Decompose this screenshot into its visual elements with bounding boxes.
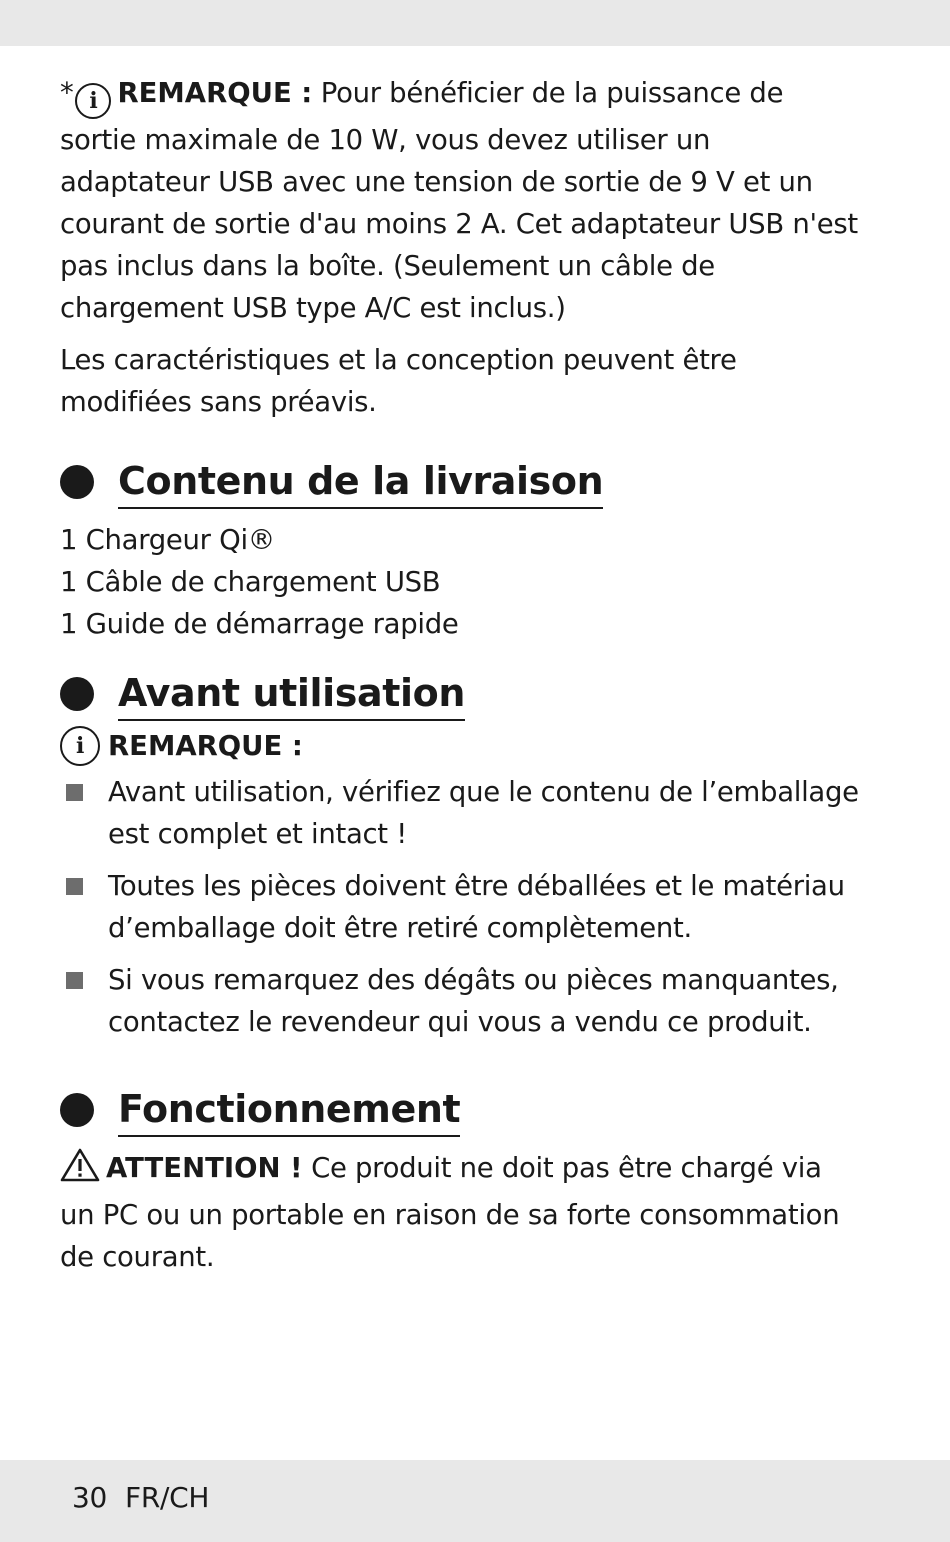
- section-delivery-heading: [60, 455, 860, 509]
- section-bullet-icon: [60, 1093, 94, 1127]
- delivery-contents-list: [60, 519, 860, 645]
- list-item: [60, 771, 860, 855]
- top-margin-band: [0, 0, 950, 46]
- page-number: 30: [72, 1481, 108, 1514]
- before-use-note: [60, 725, 860, 767]
- warning-label: ATTENTION !: [106, 1152, 303, 1184]
- section-bullet-icon: [60, 677, 94, 711]
- warning-triangle-icon: [60, 1148, 100, 1194]
- note-text: Pour bénéficier de la puissance de sortie maximale de 10 W, vous devez utiliser un adaptateur USB avec une tension de sortie de 9 V et un courant de sortie d'au moins 2 A. Cet adaptateur USB n'est pas inclus dans la boîte. (Seulement un câble de chargement USB type A/C est inclus.): [60, 77, 858, 324]
- list-item: 1 Câble de chargement USB: [60, 566, 441, 598]
- list-item-text: Toutes les pièces doivent être déballées et le matériau d’emballage doit être retiré complètement.: [108, 870, 845, 944]
- list-item-text: Si vous remarquez des dégâts ou pièces manquantes, contactez le revendeur qui vous a vendu ce produit.: [108, 964, 839, 1038]
- note-label: REMARQUE :: [117, 77, 313, 109]
- square-bullet-icon: [66, 784, 83, 801]
- section-title: Contenu de la livraison: [118, 455, 603, 509]
- list-item: 1 Chargeur Qi®: [60, 524, 275, 556]
- info-icon: i: [75, 83, 111, 119]
- list-item-text: Avant utilisation, vérifiez que le contenu de l’emballage est complet et intact !: [108, 776, 859, 850]
- square-bullet-icon: [66, 972, 83, 989]
- before-use-bullets: [60, 771, 860, 1043]
- list-item: [60, 959, 860, 1043]
- specs-note: Les caractéristiques et la conception peuvent être modifiées sans préavis.: [60, 344, 737, 418]
- note-label: REMARQUE :: [108, 730, 303, 762]
- usb-adapter-note: [60, 72, 860, 329]
- section-before-use-heading: [60, 667, 860, 721]
- locale-code: FR/CH: [125, 1481, 210, 1514]
- info-icon: i: [60, 726, 100, 766]
- section-title: Fonctionnement: [118, 1083, 460, 1137]
- warning-text: Ce produit ne doit pas être chargé via un PC ou un portable en raison de sa forte consommation de courant.: [60, 1152, 840, 1273]
- section-title: Avant utilisation: [118, 667, 465, 721]
- manual-page-content: [60, 72, 860, 1278]
- section-bullet-icon: [60, 465, 94, 499]
- list-item: [60, 865, 860, 949]
- page-footer: [72, 1478, 209, 1518]
- square-bullet-icon: [66, 878, 83, 895]
- asterisk: *: [60, 77, 74, 109]
- list-item: 1 Guide de démarrage rapide: [60, 608, 459, 640]
- section-operation-heading: [60, 1083, 860, 1137]
- warning-paragraph: [60, 1147, 860, 1278]
